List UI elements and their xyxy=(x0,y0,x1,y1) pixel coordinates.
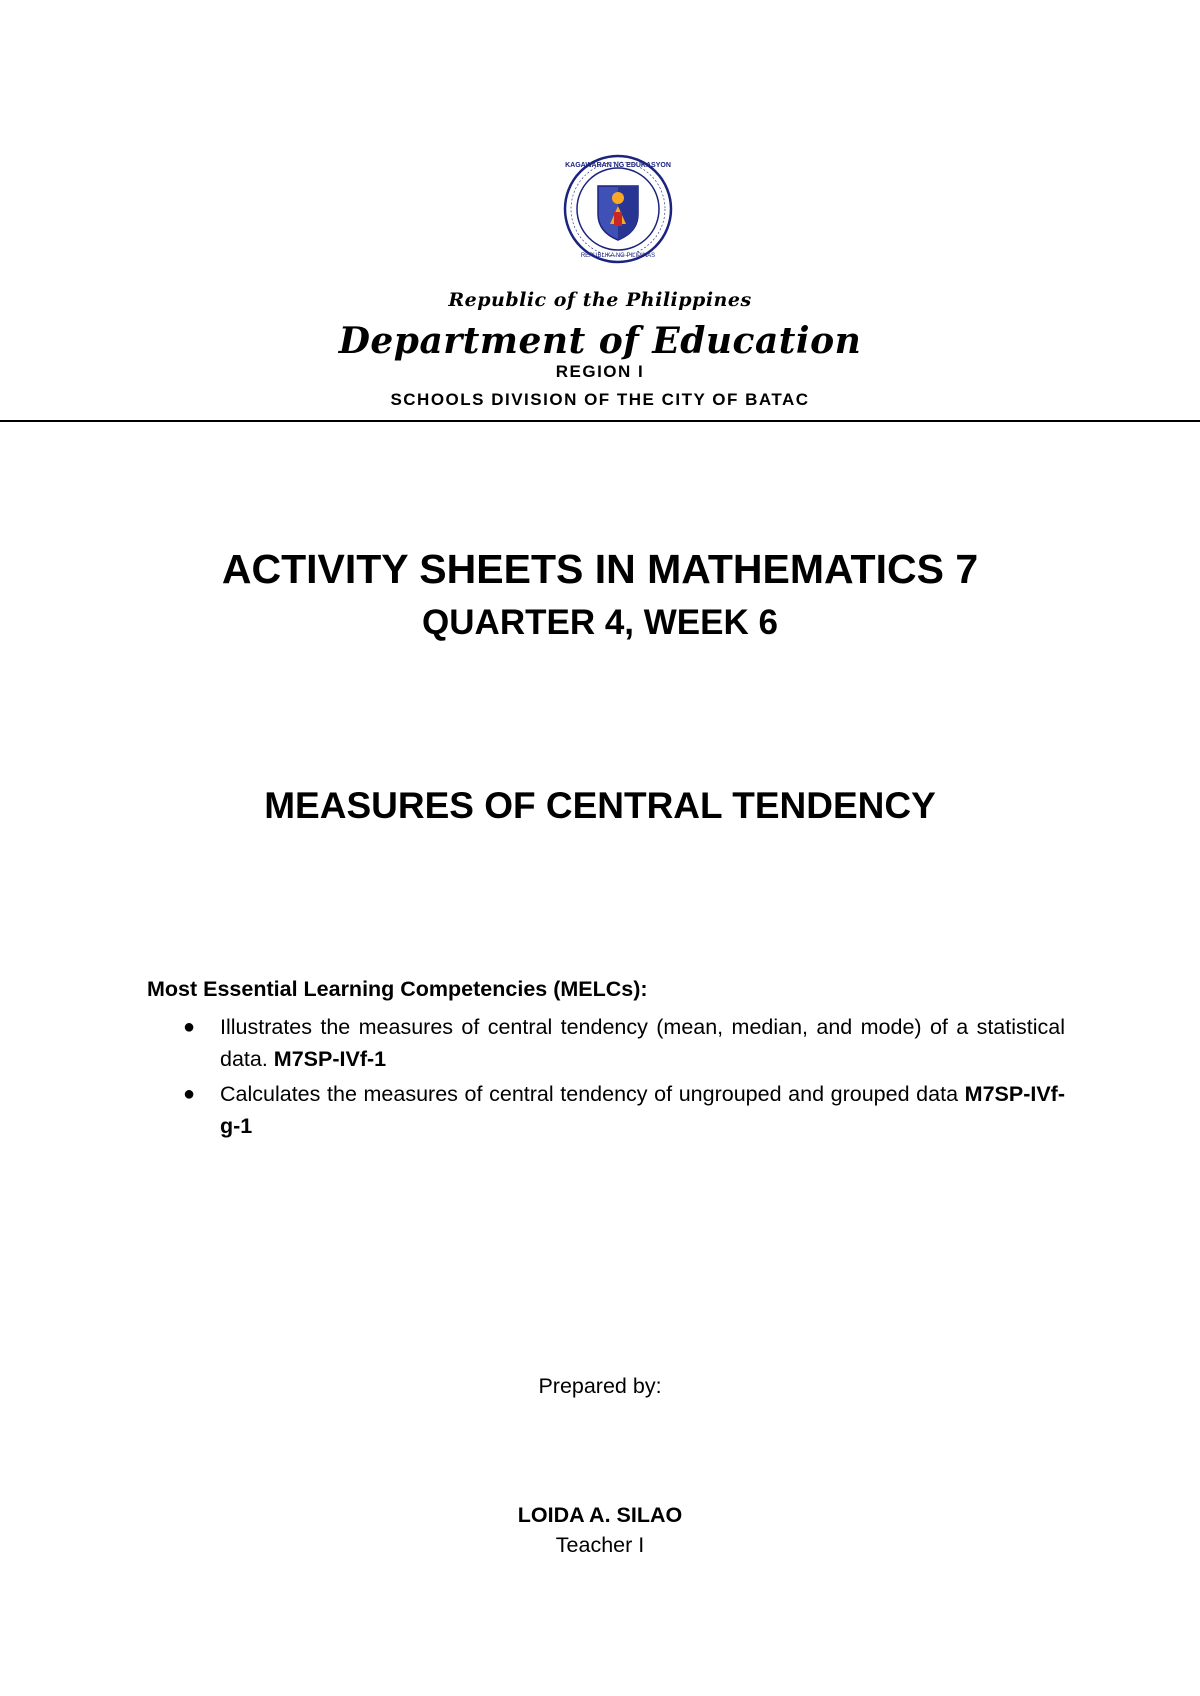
melc-text: Illustrates the measures of central tendency (mean, median, and mode) of a statistical data. xyxy=(220,1015,1065,1071)
department-title: Department of Education xyxy=(338,320,862,362)
melcs-section xyxy=(147,977,1065,1145)
melc-text: Calculates the measures of central tendency of ungrouped and grouped data xyxy=(220,1082,965,1106)
region-label: REGION I xyxy=(555,362,645,381)
preparer-role: Teacher I xyxy=(555,1533,645,1557)
melc-code: M7SP-IVf-1 xyxy=(273,1047,387,1071)
deped-seal-logo xyxy=(563,154,673,264)
republic-label: Republic of the Philippines xyxy=(448,289,752,311)
bullet-icon: ● xyxy=(183,1083,196,1105)
prepared-by-label: Prepared by: xyxy=(538,1374,662,1398)
preparer-name: LOIDA A. SILAO xyxy=(517,1503,683,1527)
svg-text:KAGAWARAN NG EDUKASYON: KAGAWARAN NG EDUKASYON xyxy=(565,162,671,169)
document-title: ACTIVITY SHEETS IN MATHEMATICS 7 xyxy=(221,546,979,592)
svg-text:REPUBLIKA NG PILIPINAS: REPUBLIKA NG PILIPINAS xyxy=(580,253,656,259)
quarter-week-label: QUARTER 4, WEEK 6 xyxy=(422,603,778,642)
header-divider xyxy=(0,420,1200,422)
list-item xyxy=(147,1078,1065,1142)
topic-title: MEASURES OF CENTRAL TENDENCY xyxy=(264,785,936,826)
list-item xyxy=(147,1011,1065,1075)
melc-code: M7SP-IVf-g-1 xyxy=(220,1082,1065,1138)
melcs-list xyxy=(147,1011,1065,1142)
bullet-icon: ● xyxy=(183,1016,196,1038)
division-label: SCHOOLS DIVISION OF THE CITY OF BATAC xyxy=(390,390,810,409)
melcs-heading: Most Essential Learning Competencies (MELCs): xyxy=(147,977,648,1001)
